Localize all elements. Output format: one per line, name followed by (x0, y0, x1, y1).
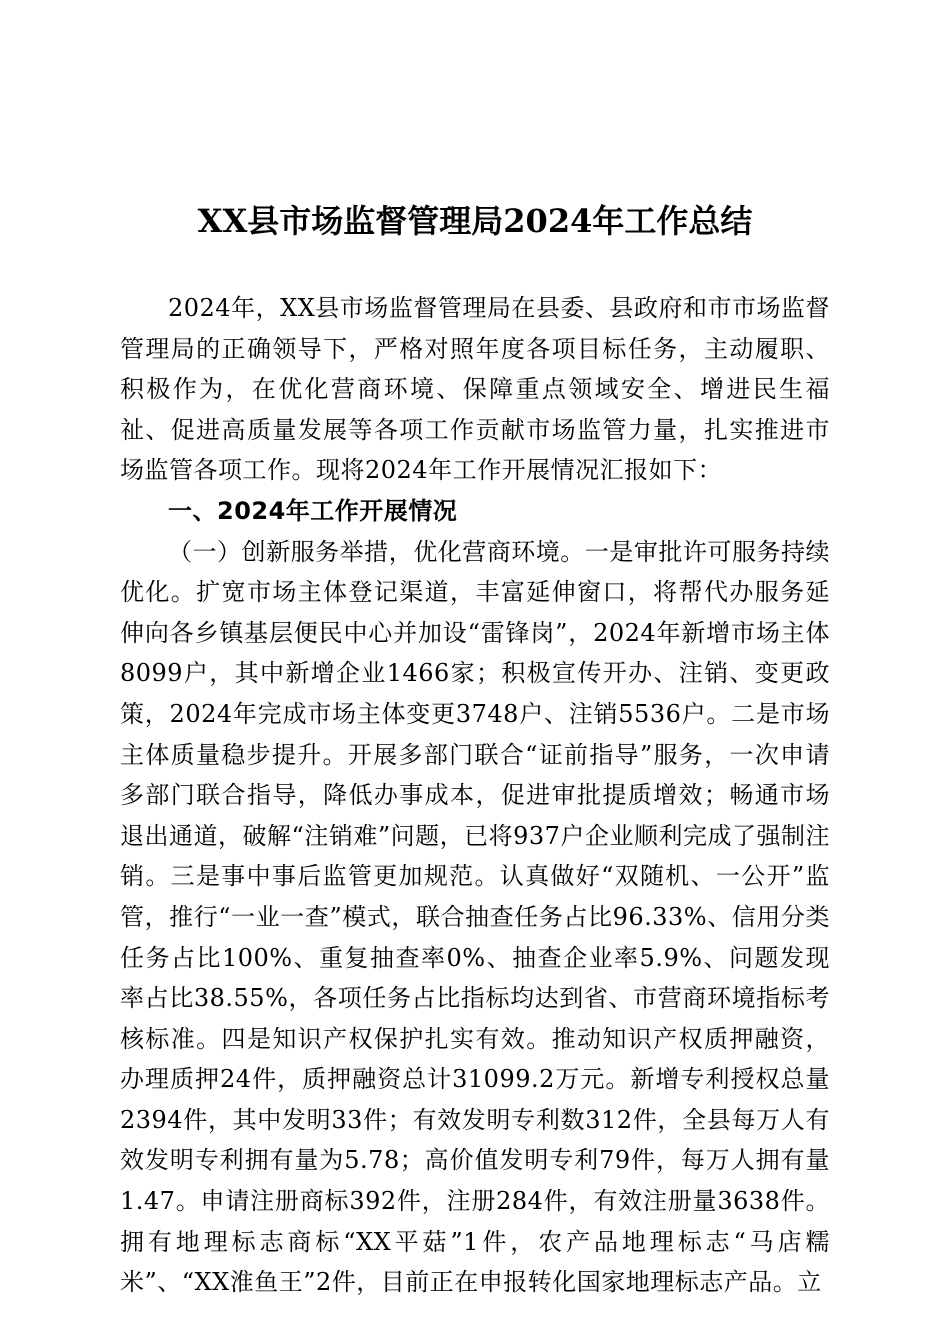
subsection-paragraph: （一）创新服务举措，优化营商环境。一是审批许可服务持续优化。扩宽市场主体登记渠道，丰富延伸窗口，将帮代办服务延伸向各乡镇基层便民中心并加设“雷锋岗”，2024年新增市场主体8099户，其中新增企业1466家；积极宣传开办、注销、变更政策，2024年完成市场主体变更3748户、注销5536户。二是市场主体质量稳步提升。开展多部门联合“证前指导”服务，一次申请多部门联合指导，降低办事成本，促进审批提质增效；畅通市场退出通道，破解“注销难”问题，已将937户企业顺利完成了强制注销。三是事中事后监管更加规范。认真做好“双随机、一公开”监管，推行“一业一查”模式，联合抽查任务占比96.33%、信用分类任务占比100%、重复抽查率0%、抽查企业率5.9%、问题发现率占比38.55%，各项任务占比指标均达到省、市营商环境指标考核标准。四是知识产权保护扎实有效。推动知识产权质押融资，办理质押24件，质押融资总计31099.2万元。新增专利授权总量2394件，其中发明33件；有效发明专利数312件，全县每万人有效发明专利拥有量为5.78；高价值发明专利79件，每万人拥有量1.47。申请注册商标392件，注册284件，有效注册量3638件。拥有地理标志商标“XX平菇”1件，农产品地理标志“马店糯米”、“XX淮鱼王”2件，目前正在申报转化国家地理标志产品。立 (120, 537, 830, 1297)
document-title: XX县市场监督管理局2024年工作总结 (197, 202, 753, 240)
section-heading: 一、2024年工作开展情况 (168, 496, 458, 525)
intro-paragraph: 2024年，XX县市场监督管理局在县委、县政府和市市场监督管理局的正确领导下，严格对照年度各项目标任务，主动履职、积极作为，在优化营商环境、保障重点领域安全、增进民生福祉、促进高质量发展等各项工作贡献市场监管力量，扎实推进市场监管各项工作。现将2024年工作开展情况汇报如下： (120, 294, 830, 485)
document-body (120, 288, 830, 1303)
